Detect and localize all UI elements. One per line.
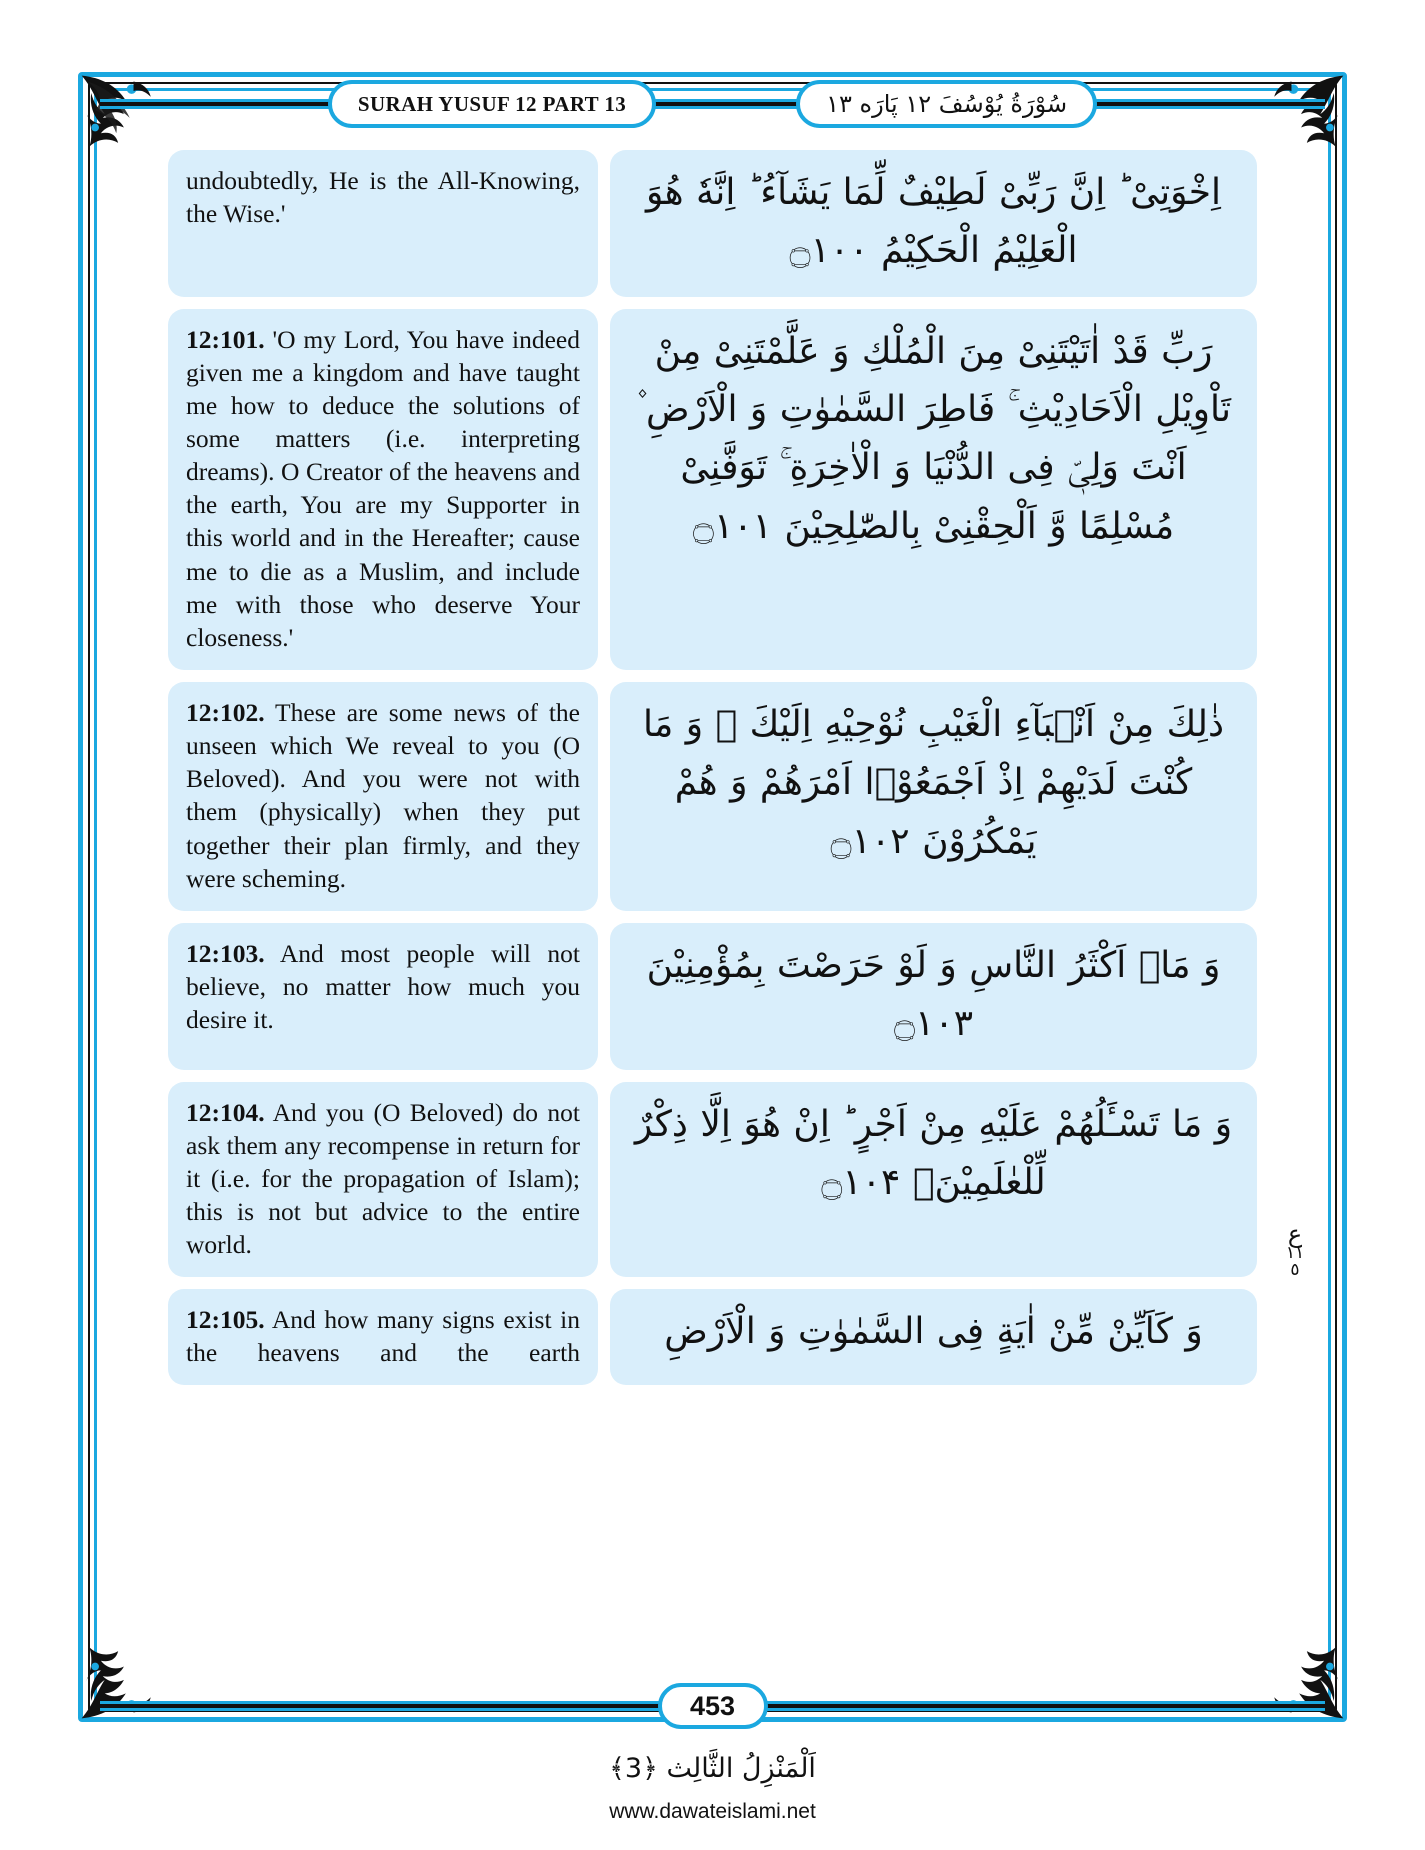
verse-arabic-text: ذٰلِكَ مِنْ اَنْۢبَآءِ الْغَیْبِ نُوْحِیْهِ اِلَیْكَ ۚ وَ مَا كُنْتَ لَدَیْهِمْ اِذْ اَجْمَعُوْۤا اَمْرَهُمْ وَ هُمْ یَمْكُرُوْنَ ۝۱۰۲	[643, 704, 1224, 862]
verse-english-text: These are some news of the unseen which We reveal to you (O Beloved). And you were not with them (physically) when they put together their plan firmly, and they were scheming.	[186, 698, 580, 893]
verse-number: 12:104.	[186, 1097, 265, 1127]
verse-number: 12:105.	[186, 1305, 265, 1335]
surah-title-english: SURAH YUSUF 12 PART 13	[357, 91, 627, 116]
verse-arabic-panel	[610, 682, 1257, 911]
verse-english-panel	[168, 1082, 598, 1278]
ruku-marker	[1273, 1222, 1317, 1279]
verse-arabic-panel	[610, 1289, 1257, 1385]
verse-english-text: 'O my Lord, You have indeed given me a kingdom and have taught me how to deduce the solutions of some matters (i.e. interpreting dreams). O Creator of the heavens and the earth, You are my Supporter in this world and in the Hereafter; cause me to die as a Muslim, and include me with those who deserve Your closeness.'	[186, 324, 581, 652]
ruku-ain-symbol: ع	[1287, 1220, 1303, 1248]
verse-row	[168, 923, 1257, 1070]
page-footer	[100, 1680, 1325, 1732]
verse-english-panel	[168, 1289, 598, 1385]
verse-list	[168, 150, 1257, 1654]
verse-arabic-text: اِخْوَتِیْ ؕ اِنَّ رَبِّیْ لَطِیْفٌ لِّمَا یَشَآءُ ؕ اِنَّهٗ هُوَ الْعَلِیْمُ الْحَكِیْمُ ۝۱۰۰	[645, 172, 1222, 272]
manzil-label: اَلْمَنْزِلُ الثَّالِث ﴿3﴾	[609, 1753, 816, 1784]
header-divider-rule	[100, 99, 1325, 109]
verse-english-panel	[168, 923, 598, 1070]
website-url: www.dawateislami.net	[609, 1800, 816, 1823]
page-header	[100, 78, 1325, 130]
ruku-bottom-number: ٥	[1290, 1260, 1300, 1280]
verse-arabic-text: وَ مَاۤ اَكْثَرُ النَّاسِ وَ لَوْ حَرَصْتَ بِمُؤْمِنِیْنَ ۝۱۰۳	[646, 944, 1221, 1045]
verse-english-text: undoubtedly, He is the All-Knowing, the Wise.'	[186, 166, 580, 229]
verse-row	[168, 1082, 1257, 1278]
verse-number: 12:102.	[186, 698, 265, 728]
verse-english-panel	[168, 150, 598, 297]
verse-arabic-text: رَبِّ قَدْ اٰتَیْتَنِیْ مِنَ الْمُلْكِ وَ عَلَّمْتَنِیْ مِنْ تَاْوِیْلِ الْاَحَادِیْثِ ۚ فَاطِرَ السَّمٰوٰتِ وَ الْاَرْضِ ۫ اَنْتَ وَلِیّٖ فِی الدُّنْیَا وَ الْاٰخِرَةِ ۚ تَوَفَّنِیْ مُسْلِمًا وَّ اَلْحِقْنِیْ بِالصّٰلِحِیْنَ ۝۱۰۱	[636, 330, 1231, 547]
surah-title-badge-english	[328, 80, 656, 128]
verse-arabic-panel	[610, 1082, 1257, 1278]
page-number-badge	[658, 1683, 768, 1729]
verse-english-text: And most people will not believe, no matter how much you desire it.	[186, 938, 580, 1035]
verse-arabic-panel	[610, 150, 1257, 297]
ruku-top-number: ١١	[1285, 1243, 1305, 1263]
surah-title-badge-urdu	[796, 80, 1097, 128]
verse-english-panel	[168, 682, 598, 911]
verse-row	[168, 682, 1257, 911]
page-number: 453	[689, 1690, 736, 1721]
verse-english-text: And how many signs exist in the heavens and the earth	[186, 1305, 581, 1368]
verse-arabic-panel	[610, 309, 1257, 670]
verse-number: 12:101.	[186, 324, 265, 354]
verse-english-text: And you (O Beloved) do not ask them any recompense in return for it (i.e. for the propagation of Islam); this is not but advice to the entire world.	[186, 1097, 580, 1260]
verse-row	[168, 309, 1257, 670]
verse-arabic-panel	[610, 923, 1257, 1070]
verse-arabic-text: وَ مَا تَسْـَٔلُهُمْ عَلَیْهِ مِنْ اَجْرٍ ؕ اِنْ هُوَ اِلَّا ذِكْرٌ لِّلْعٰلَمِیْنَ۠ ۝۱۰۴	[634, 1103, 1233, 1203]
verse-row	[168, 150, 1257, 297]
surah-title-urdu: سُوْرَةُ يُوْسُفَ ١٢ پَارَه ١٣	[826, 90, 1068, 118]
verse-number: 12:103.	[186, 938, 265, 968]
verse-row	[168, 1289, 1257, 1385]
verse-english-panel	[168, 309, 598, 670]
verse-arabic-text: وَ كَاَیِّنْ مِّنْ اٰیَةٍ فِی السَّمٰوٰتِ وَ الْاَرْضِ	[664, 1311, 1203, 1353]
